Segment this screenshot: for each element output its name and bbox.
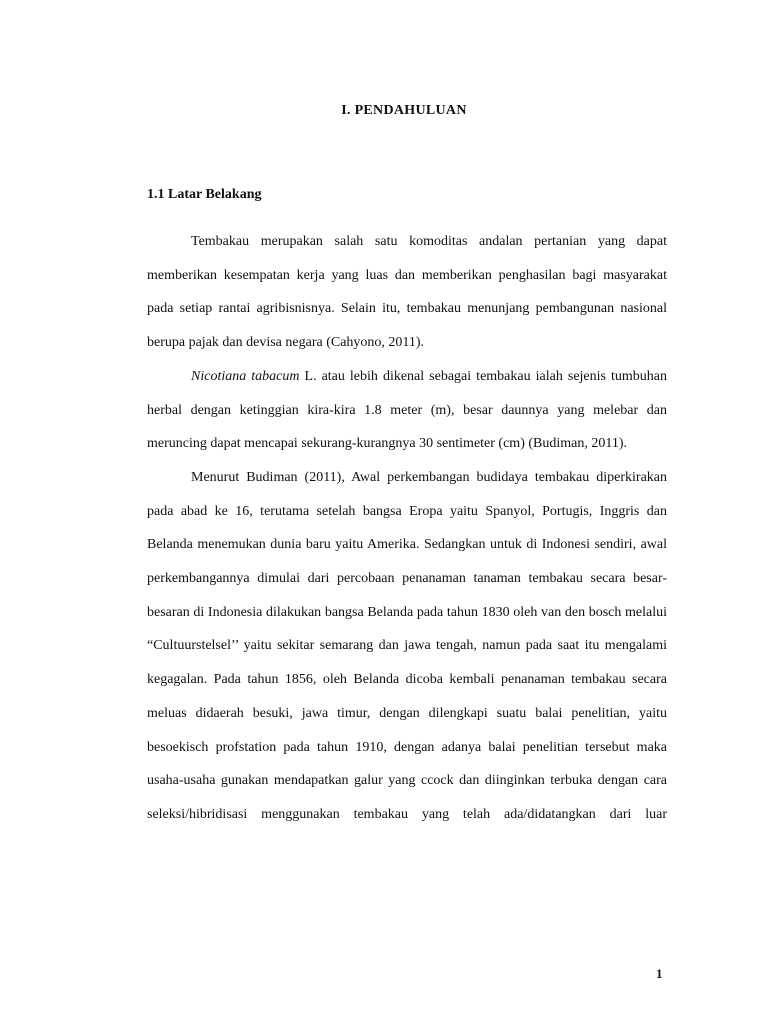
paragraph-1: Tembakau merupakan salah satu komoditas andalan pertanian yang dapat memberikan kesempatan kerja yang luas dan memberikan penghasilan bagi masyarakat pada setiap rantai agribisnisnya. Selain itu, tembakau menunjang pembangunan nasional berupa pajak dan devisa negara (Cahyono, 2011). [147,234,667,351]
scientific-name: Nicotiana tabacum [191,368,300,384]
section-heading: 1.1 Latar Belakang [147,187,262,202]
paragraph-3: Menurut Budiman (2011), Awal perkembangan budidaya tembakau diperkirakan pada abad ke 16, terutama setelah bangsa Eropa yaitu Spanyol, Portugis, Inggris dan Belanda menemukan dunia baru yaitu Amerika. Sedangkan untuk di Indonesi sendiri, awal perkembangannya dimulai dari percobaan penanaman tanaman tembakau secara besar-besaran di Indonesia dilakukan bangsa Belanda pada tahun 1830 oleh van den bosch melalui “Cultuurstelsel’’ yaitu sekitar semarang dan jawa tengah, namun pada saat itu mengalami kegagalan. Pada tahun 1856, oleh Belanda dicoba kembali penanaman tembakau secara meluas didaerah besuki, jawa timur, dengan dilengkapi suatu balai penelitian, yaitu besoekisch profstation pada tahun 1910, dengan adanya balai penelitian tersebut maka usaha-usaha gunakan mendapatkan galur yang ccock dan diinginkan terbuka dengan cara seleksi/hibridisasi menggunakan tembakau yang telah ada/didatangkan dari luar [147,469,667,822]
paragraph-2 [147,360,667,461]
chapter-title: I. PENDAHULUAN [341,103,467,118]
paragraph-2-text: L. atau lebih dikenal sebagai tembakau ialah sejenis tumbuhan herbal dengan ketinggian kira-kira 1.8 meter (m), besar daunnya yang melebar dan meruncing dapat mencapai sekurang-kurangnya 30 sentimeter (cm) (Budiman, 2011). [147,368,667,452]
page-number: 1 [656,966,663,981]
body-text [147,225,667,832]
